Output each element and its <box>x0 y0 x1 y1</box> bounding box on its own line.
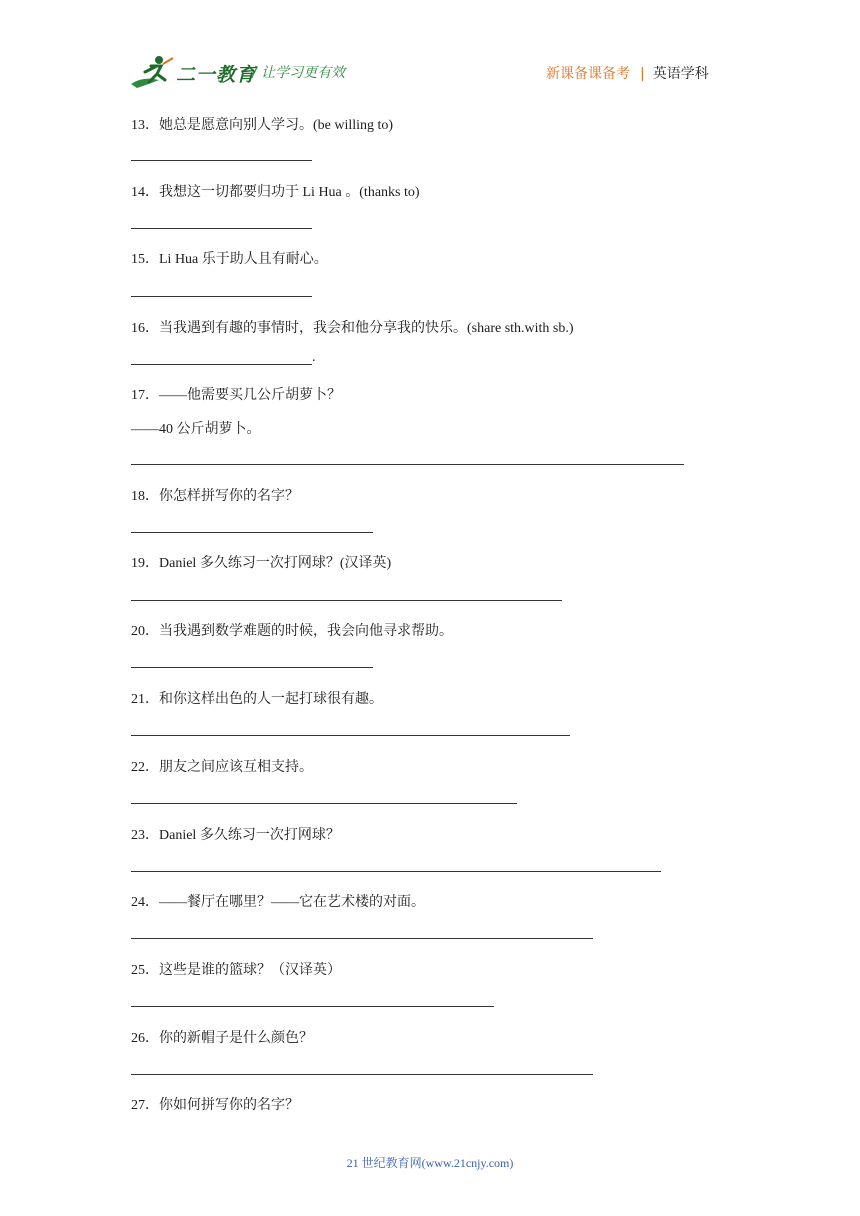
answer-line-16-period: . <box>312 350 316 365</box>
question-15: 15．Li Hua 乐于助人且有耐心。 <box>131 252 328 267</box>
page-header <box>0 0 860 100</box>
answer-line-17[interactable] <box>131 464 684 465</box>
question-22: 22．朋友之间应该互相支持。 <box>131 760 313 775</box>
question-14: 14．我想这一切都要归功于 Li Hua 。(thanks to) <box>131 185 420 200</box>
subject-label: 英语学科 <box>652 66 709 82</box>
answer-line-19[interactable] <box>131 600 562 601</box>
answer-line-22[interactable] <box>131 803 517 804</box>
brand-right <box>546 63 709 83</box>
question-21: 21．和你这样出色的人一起打球很有趣。 <box>131 692 383 707</box>
question-25: 25．这些是谁的篮球？（汉译英） <box>131 963 341 978</box>
question-13: 13．她总是愿意向别人学习。(be willing to) <box>131 118 394 133</box>
question-16: 16．当我遇到有趣的事情时，我会和他分享我的快乐。(share sth.with sb.) <box>131 321 574 336</box>
slogan: / 让学习更有效 <box>252 65 346 81</box>
question-24: 24．——餐厅在哪里？——它在艺术楼的对面。 <box>131 895 425 910</box>
answer-line-13[interactable] <box>131 160 312 161</box>
answer-line-23[interactable] <box>131 871 661 872</box>
answer-line-14[interactable] <box>131 228 312 229</box>
answer-line-18[interactable] <box>131 532 373 533</box>
question-19: 19．Daniel 多久练习一次打网球？(汉译英) <box>131 556 392 571</box>
question-23: 23．Daniel 多久练习一次打网球？ <box>131 828 340 843</box>
answer-line-21[interactable] <box>131 735 570 736</box>
answer-line-25[interactable] <box>131 1006 494 1007</box>
runner-logo-icon <box>129 54 177 90</box>
logo-text: 二一教育 <box>176 64 257 86</box>
brand-separator: | <box>640 66 645 82</box>
question-17: 17．——他需要买几公斤胡萝卜？ <box>131 388 341 403</box>
answer-line-20[interactable] <box>131 667 373 668</box>
page-footer: 21 世纪教育网(www.21cnjy.com) <box>346 1156 514 1170</box>
question-18: 18．你怎样拼写你的名字？ <box>131 489 299 504</box>
question-27: 27．你如何拼写你的名字？ <box>131 1098 299 1113</box>
answer-line-26[interactable] <box>131 1074 593 1075</box>
question-17-answer-prompt: ——40 公斤胡萝卜。 <box>131 422 261 437</box>
answer-line-16[interactable] <box>131 364 312 365</box>
question-26: 26．你的新帽子是什么颜色？ <box>131 1031 313 1046</box>
answer-line-15[interactable] <box>131 296 312 297</box>
question-20: 20．当我遇到数学难题的时候，我会向他寻求帮助。 <box>131 624 453 639</box>
course-label: 新课备课备考 <box>546 66 630 82</box>
answer-line-24[interactable] <box>131 938 593 939</box>
